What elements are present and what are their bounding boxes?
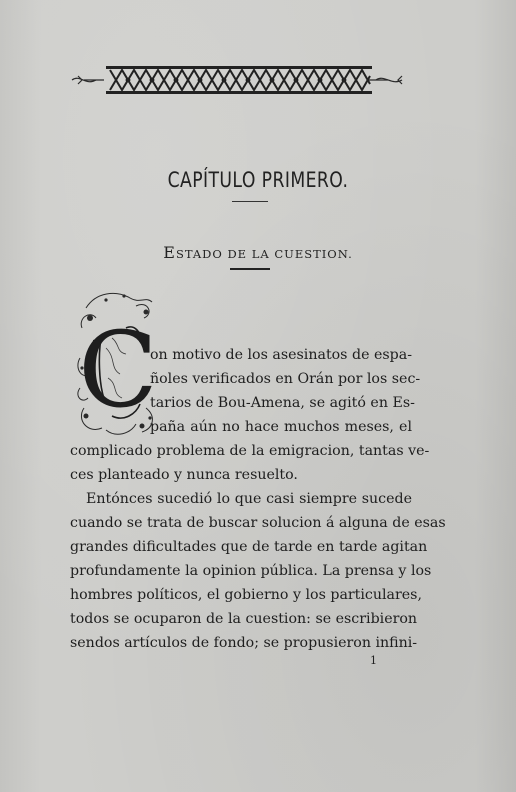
section-rule [230, 268, 270, 270]
text-line-4: paña aún no hace muchos meses, el [150, 419, 412, 435]
text-line-9: grandes dificultades que de tarde en tarde agitan [70, 539, 428, 555]
text-line-10: profundamente la opinion pública. La prensa y los [70, 563, 432, 579]
header-ornament [70, 60, 410, 100]
text-line-12: todos se ocuparon de la cuestion: se escribieron [70, 611, 418, 627]
text-line-3: tarios de Bou-Amena, se agitó en Es- [150, 395, 415, 411]
text-line-6: ces planteado y nunca resuelto. [70, 467, 298, 483]
chapter-title: CAPÍTULO PRIMERO. [167, 168, 349, 192]
section-title-rest: STADO DE LA CUESTION. [175, 247, 353, 261]
text-line-7: Entónces sucedió lo que casi siempre sucede [86, 491, 412, 507]
section-title [0, 243, 516, 262]
text-line-11: hombres políticos, el gobierno y los particulares, [70, 587, 422, 603]
signature-mark: 1 [370, 654, 377, 667]
dropcap-ornament [76, 288, 160, 440]
text-line-5: complicado problema de la emigracion, tantas ve- [70, 443, 430, 459]
text-line-8: cuando se trata de buscar solucion á alguna de esas [70, 515, 446, 531]
chapter-rule [232, 201, 268, 202]
dropcap-letter: C [78, 309, 158, 431]
text-line-2: ñoles verificados en Orán por los sec- [150, 371, 421, 387]
section-title-initial: E [163, 243, 176, 262]
text-line-13: sendos artículos de fondo; se propusieron infini- [70, 635, 418, 651]
text-line-1: on motivo de los asesinatos de espa- [150, 347, 412, 363]
